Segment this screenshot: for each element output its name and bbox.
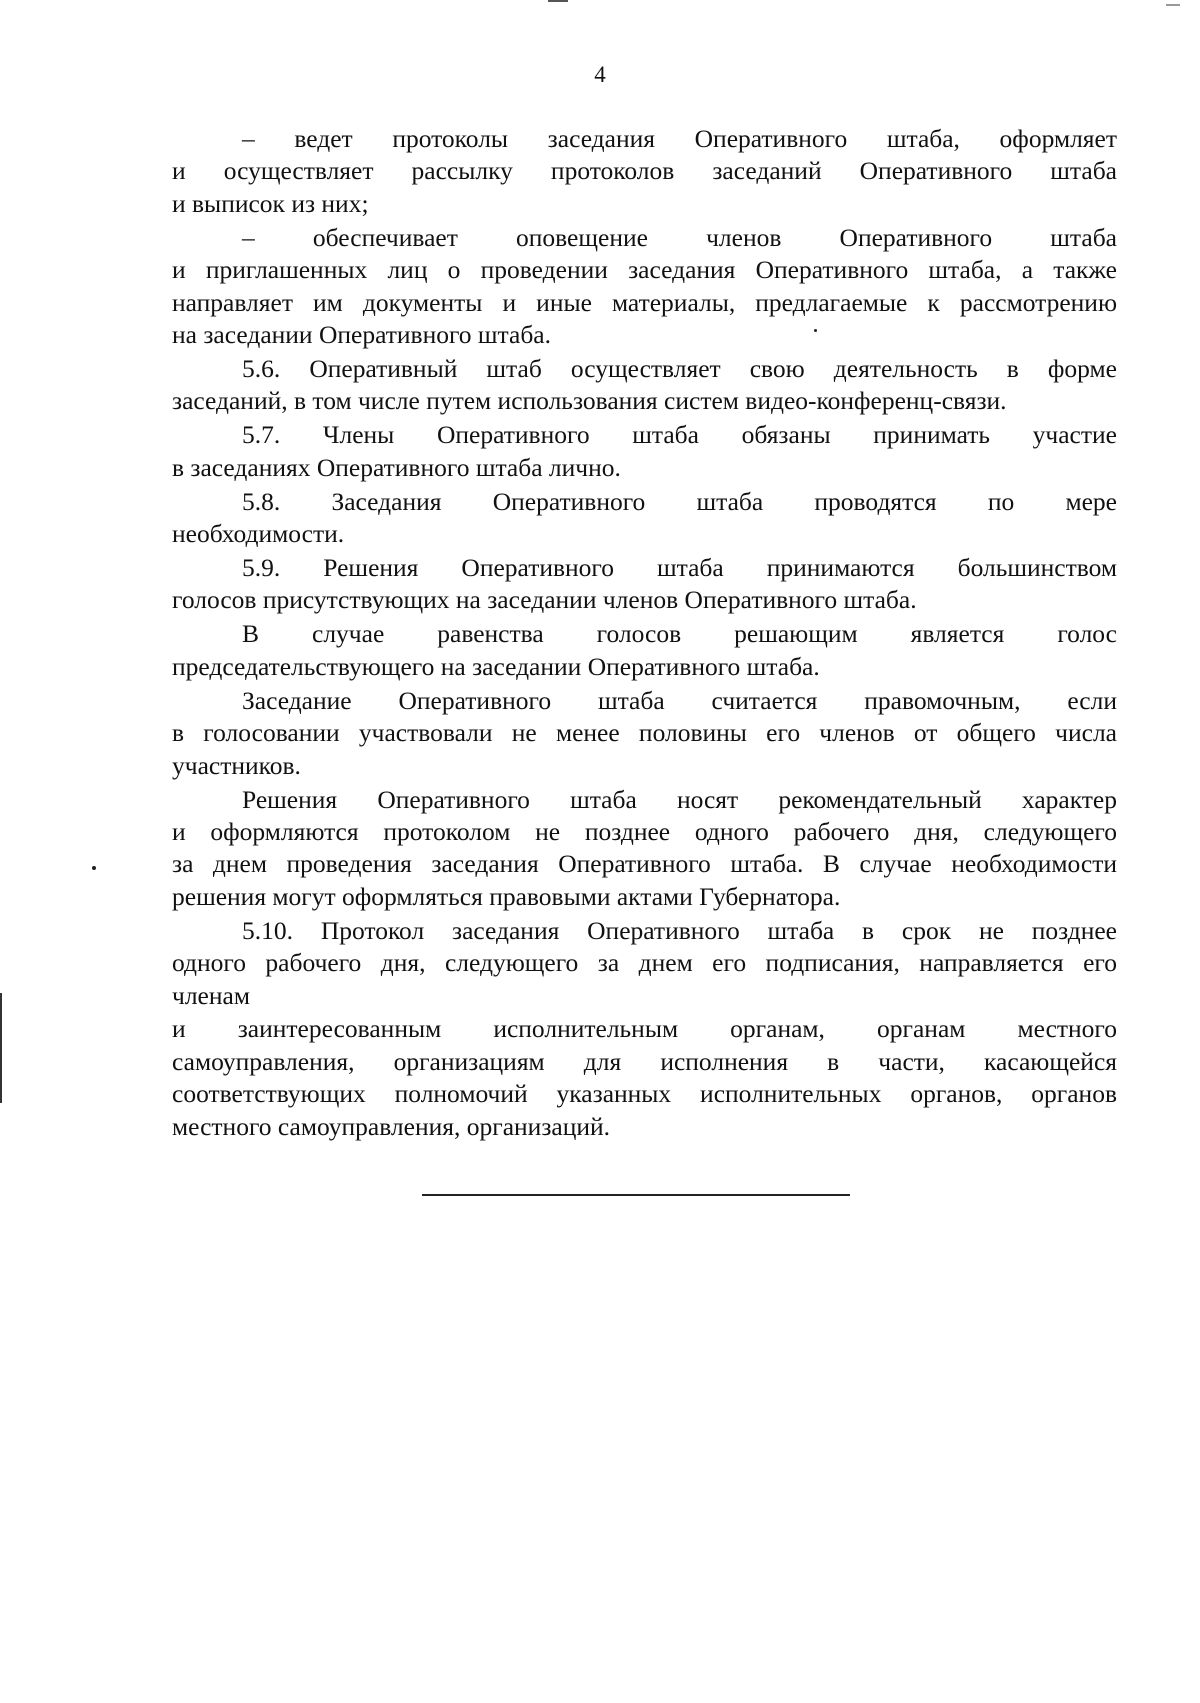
paragraph-line: одного рабочего дня, следующего за днем его подписания, направляется его [172, 948, 1117, 978]
paragraph [172, 784, 1117, 914]
paragraph-line: решения могут оформляться правовыми актами Губернатора. [172, 881, 841, 911]
scan-artifact [1166, 4, 1180, 6]
document-body [172, 123, 1117, 1145]
paragraph-line: и приглашенных лиц о проведении заседания Оперативного штаба, а также [172, 255, 1117, 285]
paragraph-line: 5.6. Оперативный штаб осуществляет свою деятельность в форме [242, 353, 1117, 383]
paragraph-line: 5.7. Члены Оперативного штаба обязаны принимать участие [242, 420, 1117, 450]
paragraph-line: необходимости. [172, 519, 345, 549]
paragraph-line: соответствующих полномочий указанных исполнительных органов, органов [172, 1079, 1117, 1109]
paragraph-line: 5.10. Протокол заседания Оперативного штаба в срок не позднее [242, 915, 1117, 945]
paragraph-line: и заинтересованным исполнительным органам, органам местного [172, 1014, 1117, 1044]
paragraph-line: участников. [172, 750, 301, 780]
paragraph-line: В случае равенства голосов решающим является голос [242, 619, 1117, 649]
paragraph-line: самоуправления, организациям для исполнения в части, касающейся [172, 1046, 1117, 1076]
scan-artifact [92, 866, 96, 870]
paragraph-line: 5.8. Заседания Оперативного штаба проводятся по мере [242, 486, 1117, 516]
paragraph [172, 222, 1117, 352]
paragraph-line: и выписок из них; [172, 188, 369, 218]
paragraph [172, 552, 1117, 617]
scan-artifact [548, 0, 568, 2]
end-of-text-rule [422, 1194, 850, 1196]
paragraph-line: – ведет протоколы заседания Оперативного штаба, оформляет [242, 124, 1117, 153]
paragraph [172, 486, 1117, 551]
paragraph-line: местного самоуправления, организаций. [172, 1111, 611, 1141]
paragraph-line: Решения Оперативного штаба носят рекомендательный характер [242, 784, 1117, 814]
paragraph-line: – обеспечивает оповещение членов Оперативного штаба [242, 222, 1117, 252]
paragraph-line: в заседаниях Оперативного штаба лично. [172, 452, 621, 482]
paragraph-line: заседаний, в том числе путем использования систем видео-конференц-связи. [172, 386, 1007, 416]
page-number: 4 [594, 62, 606, 87]
paragraph-line: членам [172, 980, 250, 1010]
paragraph [172, 915, 1117, 1012]
paragraph [172, 618, 1117, 683]
paragraph-line: Заседание Оперативного штаба считается правомочным, если [242, 685, 1117, 715]
paragraph-line: на заседании Оперативного штаба. [172, 319, 551, 349]
paragraph-line: за днем проведения заседания Оперативного штаба. В случае необходимости [172, 849, 1117, 879]
paragraph [172, 353, 1117, 418]
paragraph-line: голосов присутствующих на заседании членов Оперативного штаба. [172, 585, 917, 615]
paragraph-line: и осуществляет рассылку протоколов заседаний Оперативного штаба [172, 156, 1117, 186]
paragraph-line: в голосовании участвовали не менее половины его членов от общего числа [172, 718, 1117, 748]
scan-artifact [0, 993, 2, 1103]
paragraph-line: направляет им документы и иные материалы, предлагаемые к рассмотрению [172, 287, 1117, 317]
paragraph [172, 123, 1117, 220]
paragraph [172, 1013, 1117, 1143]
paragraph-line: 5.9. Решения Оперативного штаба принимаются большинством [242, 553, 1117, 583]
paragraph [172, 685, 1117, 782]
paragraph-line: председательствующего на заседании Оперативного штаба. [172, 651, 820, 681]
paragraph [172, 419, 1117, 484]
paragraph-line: и оформляются протоколом не позднее одного рабочего дня, следующего [172, 816, 1117, 846]
